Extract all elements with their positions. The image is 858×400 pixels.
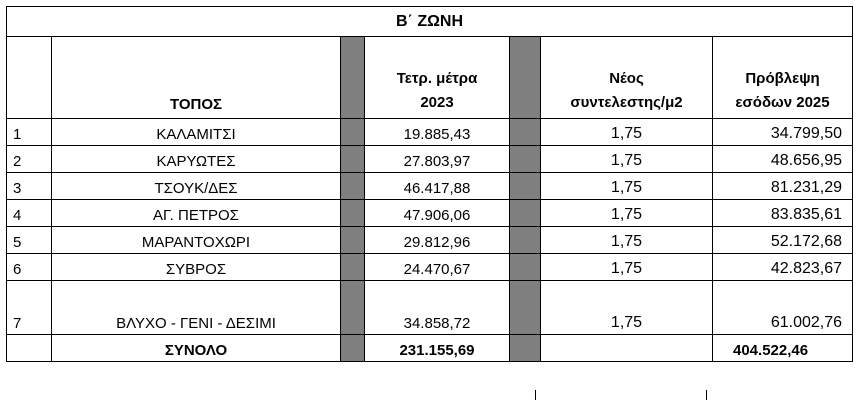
zone-b-table — [6, 6, 853, 362]
table-row — [7, 227, 853, 254]
revenue-cell[interactable]: 34.799,50 — [713, 119, 853, 146]
total-area[interactable]: 231.155,69 — [365, 335, 510, 362]
table-row — [7, 146, 853, 173]
gray-separator-cell[interactable] — [510, 254, 541, 281]
gray-separator-cell[interactable] — [341, 173, 365, 200]
area-cell[interactable]: 27.803,97 — [365, 146, 510, 173]
header-revenue-line2: εσόδων 2025 — [735, 94, 830, 111]
gray-separator-cell[interactable] — [510, 335, 541, 362]
coefficient-cell[interactable]: 1,75 — [541, 200, 713, 227]
place-cell[interactable]: ΤΣΟΥΚ/ΔΕΣ — [52, 173, 341, 200]
place-cell[interactable]: ΣΥΒΡΟΣ — [52, 254, 341, 281]
place-cell[interactable]: ΜΑΡΑΝΤΟΧΩΡΙ — [52, 227, 341, 254]
gray-separator-cell[interactable] — [341, 37, 365, 119]
coefficient-cell[interactable]: 1,75 — [541, 146, 713, 173]
gray-separator-cell[interactable] — [341, 200, 365, 227]
total-revenue[interactable]: 404.522,46 — [713, 335, 853, 362]
header-row — [7, 37, 853, 119]
gray-separator-cell[interactable] — [341, 335, 365, 362]
gray-separator-cell[interactable] — [510, 37, 541, 119]
table-row — [7, 254, 853, 281]
header-area[interactable] — [365, 37, 510, 119]
header-num-cell[interactable] — [7, 37, 52, 119]
area-cell[interactable]: 34.858,72 — [365, 281, 510, 335]
gray-separator-cell[interactable] — [341, 146, 365, 173]
coefficient-cell[interactable]: 1,75 — [541, 281, 713, 335]
revenue-cell[interactable]: 52.172,68 — [713, 227, 853, 254]
coefficient-cell[interactable]: 1,75 — [541, 173, 713, 200]
gray-separator-cell[interactable] — [341, 254, 365, 281]
gray-separator-cell[interactable] — [341, 227, 365, 254]
header-coef-line1: Νέος — [609, 70, 644, 87]
header-place[interactable]: ΤΟΠΟΣ — [52, 37, 341, 119]
area-cell[interactable]: 29.812,96 — [365, 227, 510, 254]
revenue-cell[interactable]: 61.002,76 — [713, 281, 853, 335]
header-area-line2: 2023 — [420, 94, 454, 111]
row-number[interactable]: 3 — [7, 173, 52, 200]
row-number[interactable]: 2 — [7, 146, 52, 173]
header-revenue[interactable] — [713, 37, 853, 119]
gray-separator-cell[interactable] — [510, 200, 541, 227]
revenue-cell[interactable]: 48.656,95 — [713, 146, 853, 173]
coefficient-cell[interactable]: 1,75 — [541, 254, 713, 281]
header-coef-line2: συντελεστης/μ2 — [570, 94, 683, 111]
place-cell[interactable]: ΚΑΡΥΩΤΕΣ — [52, 146, 341, 173]
total-coef-cell[interactable] — [541, 335, 713, 362]
gray-separator-cell[interactable] — [510, 146, 541, 173]
row-number[interactable]: 7 — [7, 281, 52, 335]
revenue-cell[interactable]: 83.835,61 — [713, 200, 853, 227]
table-row — [7, 173, 853, 200]
cell-border-continuation — [535, 390, 707, 400]
table-row — [7, 281, 853, 335]
header-area-line1: Τετρ. μέτρα — [396, 70, 478, 87]
place-cell[interactable]: ΚΑΛΑΜΙΤΣΙ — [52, 119, 341, 146]
area-cell[interactable]: 24.470,67 — [365, 254, 510, 281]
row-number[interactable]: 4 — [7, 200, 52, 227]
zone-title-row — [7, 7, 853, 37]
gray-separator-cell[interactable] — [510, 119, 541, 146]
place-cell[interactable]: ΒΛΥΧΟ - ΓΕΝΙ - ΔΕΣΙΜΙ — [52, 281, 341, 335]
revenue-cell[interactable]: 42.823,67 — [713, 254, 853, 281]
area-cell[interactable]: 47.906,06 — [365, 200, 510, 227]
gray-separator-cell[interactable] — [510, 281, 541, 335]
total-row — [7, 335, 853, 362]
gray-separator-cell[interactable] — [341, 281, 365, 335]
table-row — [7, 200, 853, 227]
area-cell[interactable]: 19.885,43 — [365, 119, 510, 146]
area-cell[interactable]: 46.417,88 — [365, 173, 510, 200]
revenue-cell[interactable]: 81.231,29 — [713, 173, 853, 200]
gray-separator-cell[interactable] — [510, 227, 541, 254]
gray-separator-cell[interactable] — [341, 119, 365, 146]
zone-title[interactable]: Β΄ ΖΩΝΗ — [7, 7, 853, 37]
total-label[interactable]: ΣΥΝΟΛΟ — [52, 335, 341, 362]
row-number[interactable]: 1 — [7, 119, 52, 146]
place-cell[interactable]: ΑΓ. ΠΕΤΡΟΣ — [52, 200, 341, 227]
gray-separator-cell[interactable] — [510, 173, 541, 200]
header-revenue-line1: Πρόβλεψη — [745, 70, 820, 87]
row-number[interactable]: 5 — [7, 227, 52, 254]
spreadsheet — [6, 6, 852, 362]
header-coefficient[interactable] — [541, 37, 713, 119]
row-number[interactable]: 6 — [7, 254, 52, 281]
coefficient-cell[interactable]: 1,75 — [541, 119, 713, 146]
total-num-cell[interactable] — [7, 335, 52, 362]
coefficient-cell[interactable]: 1,75 — [541, 227, 713, 254]
table-row — [7, 119, 853, 146]
